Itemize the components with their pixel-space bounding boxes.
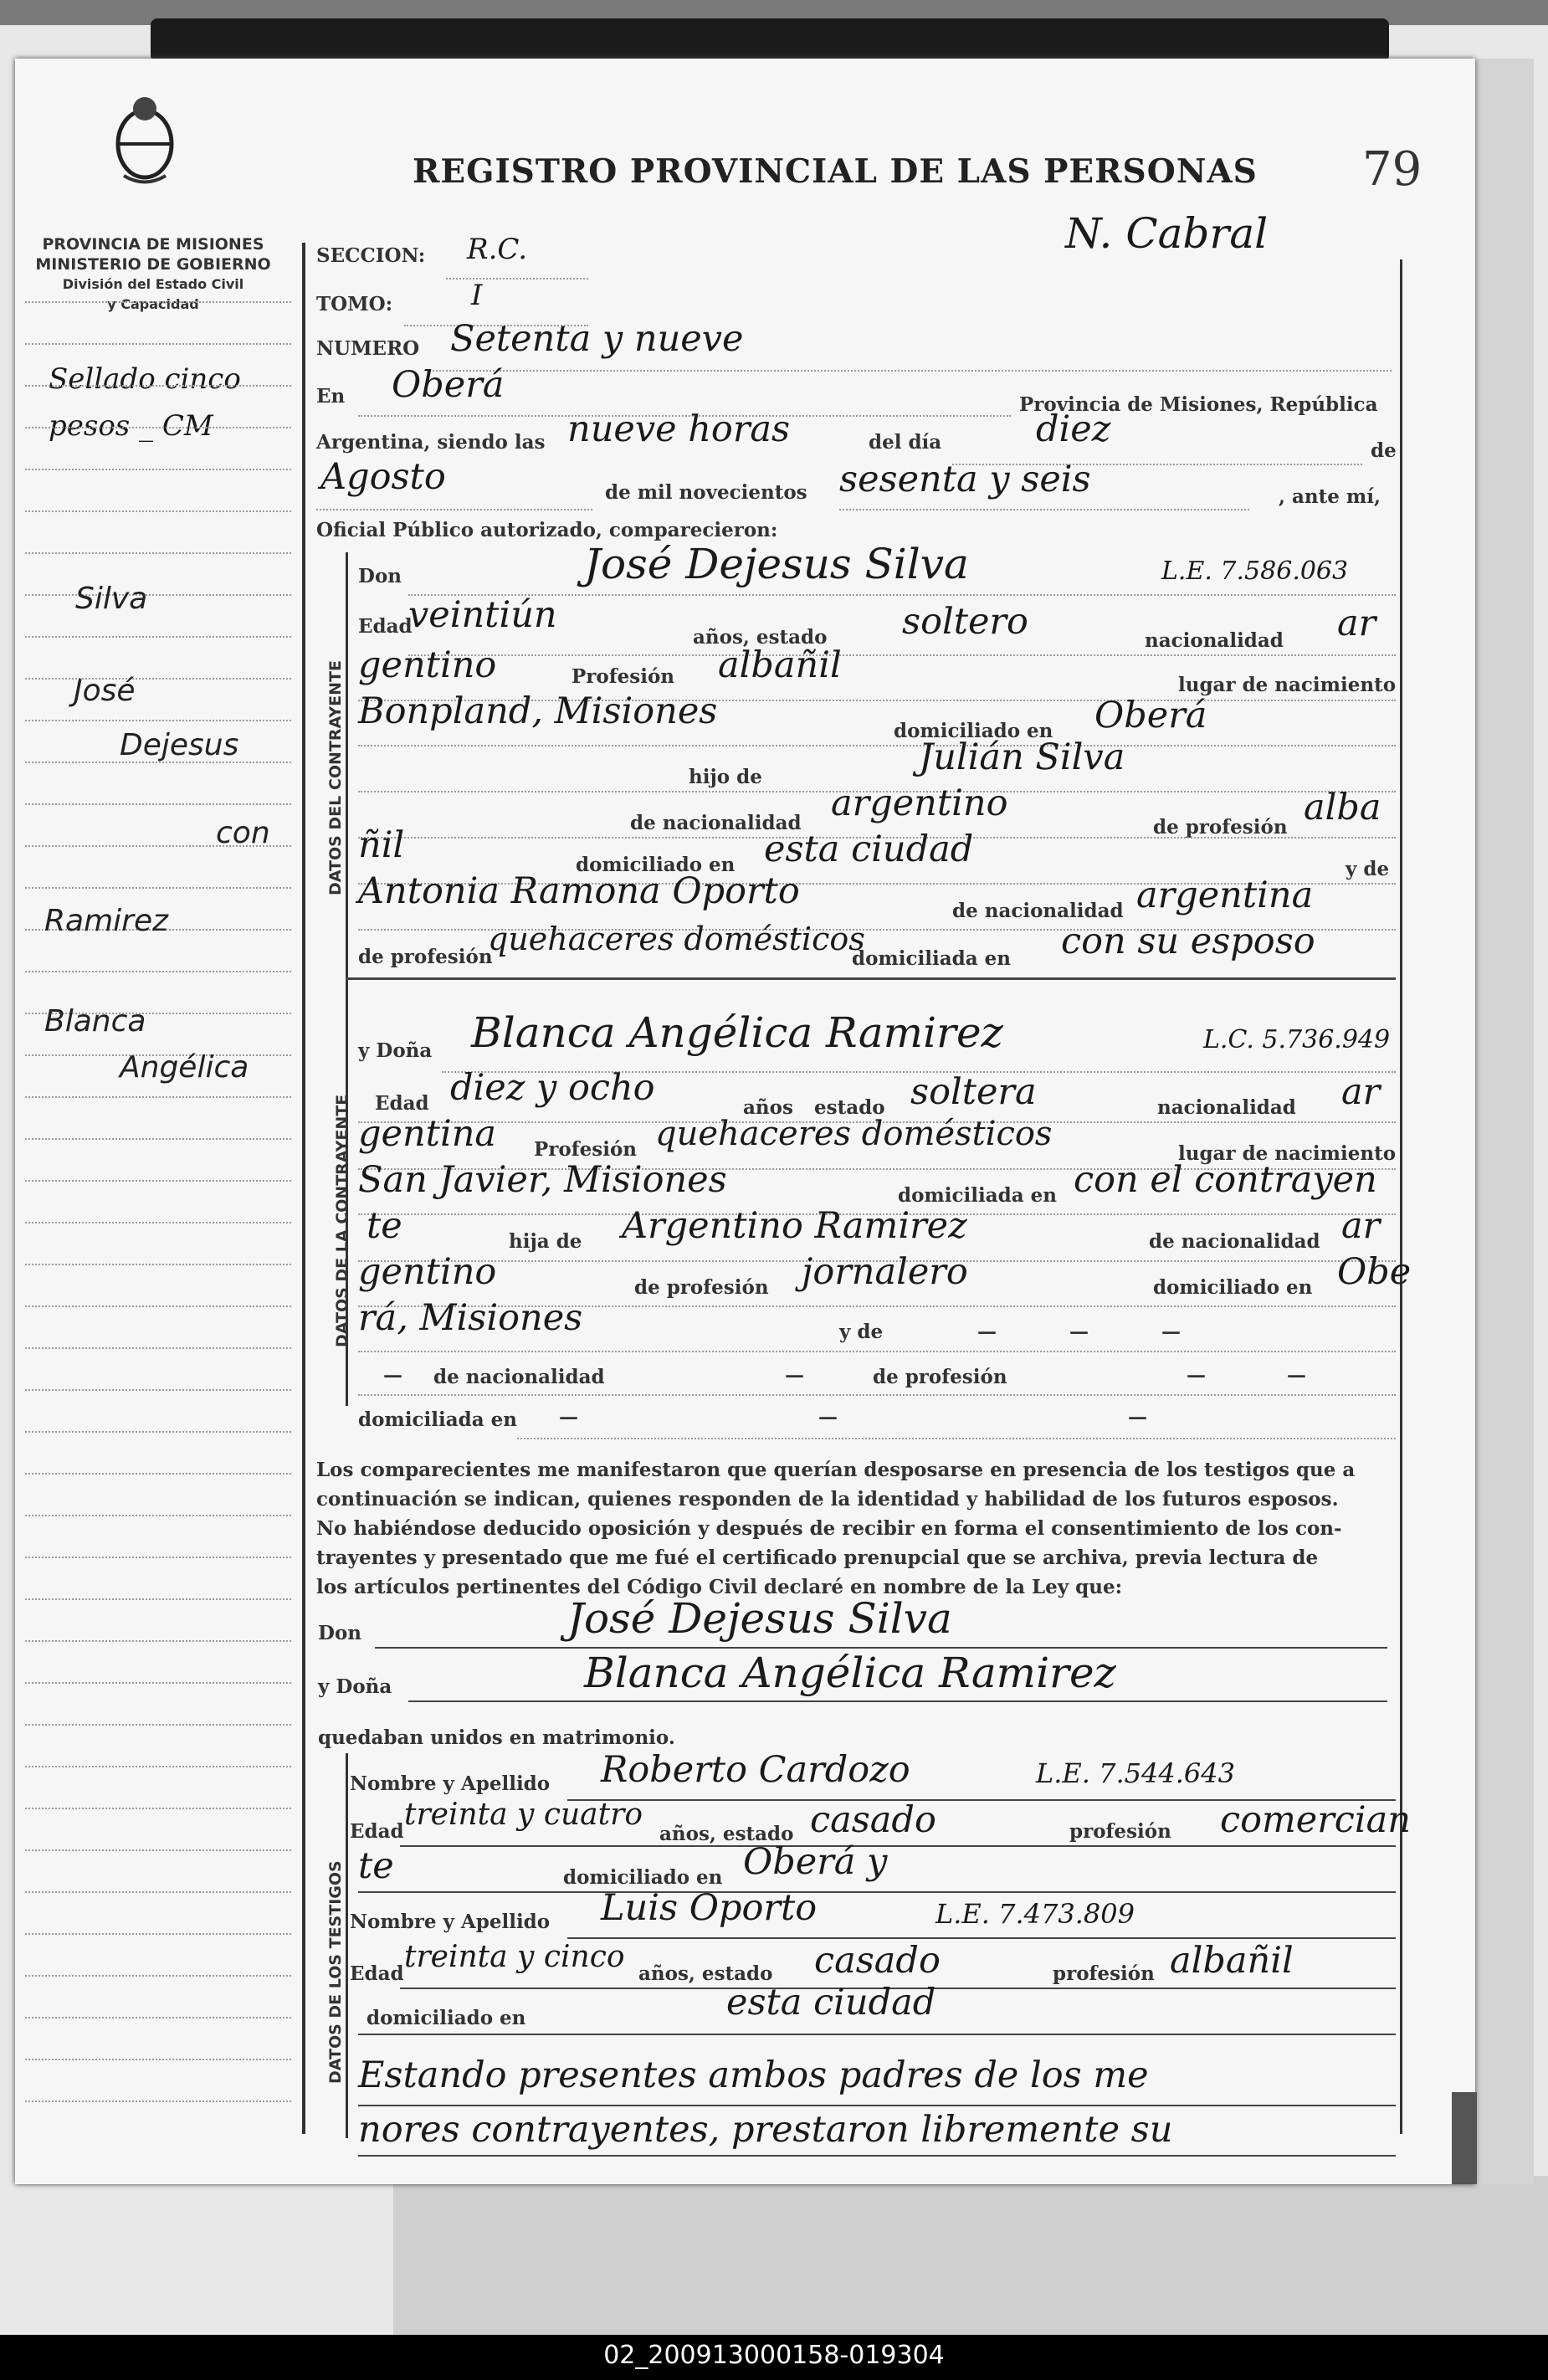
margin-rule: [25, 1515, 291, 1516]
dash-mark: —: [1187, 1364, 1206, 1387]
ministry-line: MINISTERIO DE GOBIERNO: [35, 255, 271, 274]
contrayente-edad: veintiún: [408, 594, 557, 636]
page-number: 79: [1362, 142, 1422, 197]
t1-domicilio: Oberá y: [743, 1841, 888, 1883]
profesion-label: Profesión: [534, 1138, 638, 1161]
underline: [446, 278, 588, 280]
margin-rule: [25, 636, 291, 638]
contrayenta-edad: diez y ocho: [450, 1067, 655, 1109]
nacionalidad-label: nacionalidad: [1145, 629, 1284, 652]
t1-nombre-label: Nombre y Apellido: [350, 1772, 551, 1795]
underline: [839, 509, 1249, 510]
hija-label: hija de: [509, 1230, 582, 1253]
don-label: Don: [358, 565, 402, 587]
underline: [408, 1700, 1387, 1702]
file-name: 02_200913000158-019304: [603, 2341, 945, 2370]
t1-estado: casado: [810, 1799, 936, 1841]
de-profesion-label: de profesión: [1153, 816, 1288, 839]
contrayente-lugar: Bonpland, Misiones: [358, 690, 718, 732]
underline: [358, 1891, 1396, 1893]
declaration-line: continuación se indican, quienes responden de la identidad y habilidad de los futuros esposos.: [316, 1488, 1339, 1511]
madre-dom-label: domiciliada en: [358, 1408, 517, 1431]
ministry-line: PROVINCIA DE MISIONES: [42, 235, 264, 254]
margin-rule: [25, 594, 291, 596]
padre-profesion: jornalero: [802, 1251, 968, 1293]
t2-anos-estado-label: años, estado: [638, 1962, 773, 1985]
seccion-value: R.C.: [467, 233, 528, 266]
margin-rule: [25, 1808, 291, 1809]
t2-nombre-label: Nombre y Apellido: [350, 1911, 551, 1933]
ante-label: , ante mí,: [1279, 485, 1381, 508]
madre-profesion: quehaceres domésticos: [488, 921, 865, 957]
underline: [358, 1351, 1396, 1352]
unidos-text: quedaban unidos en matrimonio.: [318, 1726, 675, 1749]
padre-domicilio: esta ciudad: [764, 828, 974, 870]
madre-nac-label: de nacionalidad: [952, 900, 1124, 922]
margin-rule: [25, 1598, 291, 1600]
padre-profesion: alba: [1304, 787, 1381, 828]
margin-rule: [25, 1096, 291, 1098]
t1-anos-estado-label: años, estado: [659, 1823, 794, 1845]
contrayente-estado: soltero: [902, 601, 1028, 643]
de-label: de: [1371, 439, 1397, 462]
binder-edge: [151, 18, 1389, 62]
margin-rule: [25, 1891, 291, 1893]
margin-rule: [25, 510, 291, 512]
nacionalidad-label: nacionalidad: [1157, 1096, 1296, 1119]
anos-estado-label: años, estado: [693, 626, 828, 649]
decl-don: José Dejesus Silva: [567, 1594, 952, 1643]
madre-domicilio: con su esposo: [1061, 921, 1315, 962]
margin-rule: [25, 1389, 291, 1391]
contrayenta-lugar: San Javier, Misiones: [358, 1159, 727, 1201]
declaration-line: No habiéndose deducido oposición y después de recibir en forma el consentimiento de los con-: [316, 1517, 1342, 1540]
margin-rule: [25, 971, 291, 972]
document-page: [15, 59, 1475, 2184]
margin-rule: [25, 1180, 291, 1182]
testigos-section-label: DATOS DE LOS TESTIGOS: [326, 1860, 345, 2084]
padre-domicilio: Obe: [1337, 1251, 1412, 1293]
section-divider: [346, 977, 1396, 980]
t2-edad-label: Edad: [350, 1962, 404, 1985]
edad-label: Edad: [358, 615, 413, 638]
t1-dom-label: domiciliado en: [563, 1866, 723, 1889]
contrayenta-name: Blanca Angélica Ramirez: [471, 1008, 1003, 1057]
underline: [567, 1937, 1396, 1939]
section-border: [346, 1753, 348, 2138]
t1-edad-label: Edad: [350, 1820, 404, 1843]
margin-rule: [25, 301, 291, 303]
contrayente-le: L.E. 7.586.063: [1161, 557, 1349, 586]
oficial-label: Oficial Público autorizado, comparecieron:: [316, 519, 778, 541]
margin-rule: [25, 1682, 291, 1684]
dash-mark: —: [1128, 1406, 1147, 1429]
t2-profesion: albañil: [1170, 1940, 1294, 1982]
margin-rule: [25, 427, 291, 428]
t1-profesion: comercian: [1220, 1799, 1411, 1841]
margin-rule: [25, 469, 291, 470]
dash-mark: —: [785, 1364, 804, 1387]
note-line: nores contrayentes, prestaron libremente su: [358, 2109, 1173, 2151]
hijo-label: hijo de: [689, 766, 762, 788]
declaration-line: Los comparecientes me manifestaron que querían desposarse en presencia de los testigos que a: [316, 1459, 1356, 1481]
contrayente-name: José Dejesus Silva: [584, 540, 969, 588]
stamp-note-line: pesos _ CM: [49, 409, 213, 443]
tomo-label: TOMO:: [316, 293, 393, 315]
margin-rule: [25, 1766, 291, 1767]
margin-rule: [25, 1975, 291, 1977]
underline: [429, 370, 1392, 372]
padre-profesion-cont: ñil: [358, 824, 405, 866]
anio-value: sesenta y seis: [839, 459, 1091, 500]
t1-le: L.E. 7.544.643: [1036, 1757, 1235, 1789]
margin-rule: [25, 1347, 291, 1349]
binder-side: [1473, 59, 1534, 2184]
contrayente-section-label: DATOS DEL CONTRAYENTE: [326, 660, 345, 895]
padre-nacionalidad: ar: [1341, 1205, 1381, 1247]
contrayenta-nacionalidad-cont: gentina: [358, 1113, 497, 1155]
margin-stamp-note: [49, 356, 241, 449]
padre-domicilio-label: domiciliado en: [576, 854, 736, 876]
margin-rule: [25, 678, 291, 680]
contrayenta-profesion: quehaceres domésticos: [655, 1115, 1053, 1153]
edad-label: Edad: [375, 1092, 429, 1115]
y-de-label: y de: [839, 1321, 884, 1343]
del-dia-label: del día: [869, 431, 942, 454]
margin-rule: [25, 1933, 291, 1935]
margin-name: con: [216, 816, 270, 850]
madre-dom-label: domiciliada en: [852, 947, 1011, 970]
dash-mark: —: [818, 1406, 838, 1429]
margin-rule: [25, 1640, 291, 1642]
t2-nombre: Luis Oporto: [601, 1887, 818, 1929]
contrayenta-nacionalidad: ar: [1341, 1071, 1381, 1113]
margin-rule: [25, 1138, 291, 1140]
de-nac-label: de nacionalidad: [1149, 1230, 1320, 1253]
t1-nombre: Roberto Cardozo: [601, 1749, 910, 1791]
dash-mark: —: [1287, 1364, 1306, 1387]
domiciliado-label: domiciliado en: [894, 720, 1053, 742]
contrayenta-domicilio: con el contrayen: [1074, 1159, 1377, 1201]
padre-nacionalidad-cont: gentino: [358, 1251, 497, 1293]
underline: [358, 1394, 1396, 1396]
margin-name: Ramirez: [44, 904, 168, 938]
dash-mark: —: [559, 1406, 578, 1429]
argentina-label: Argentina, siendo las: [316, 431, 546, 454]
margin-rule: [25, 2017, 291, 2018]
profesion-label: Profesión: [572, 665, 675, 688]
t2-edad: treinta y cinco: [404, 1940, 625, 1974]
contrayenta-domicilio-cont: te: [366, 1205, 402, 1247]
margin-name: Silva: [75, 582, 148, 616]
dia-value: diez: [1036, 408, 1111, 450]
margin-rule: [25, 385, 291, 387]
t2-dom-label: domiciliado en: [366, 2007, 526, 2029]
margin-rule: [25, 720, 291, 721]
margin-rule: [25, 2100, 291, 2102]
dash-mark: —: [383, 1364, 402, 1387]
lugar-label: lugar de nacimiento: [1178, 1142, 1397, 1165]
margin-name: Angélica: [120, 1050, 249, 1085]
lugar-label: lugar de nacimiento: [1178, 674, 1397, 696]
margin-rule: [25, 1473, 291, 1475]
underline: [517, 1438, 1396, 1439]
t1-edad: treinta y cuatro: [404, 1798, 643, 1832]
margin-rule: [25, 343, 291, 345]
margin-rule: [25, 1264, 291, 1265]
madre-nac-label: de nacionalidad: [433, 1366, 605, 1388]
contrayente-domicilio: Oberá: [1094, 695, 1207, 736]
dash-mark: —: [977, 1321, 997, 1343]
hora-value: nueve horas: [567, 408, 791, 450]
page-corner-shadow: [1452, 2092, 1477, 2184]
madre-prof-label: de profesión: [358, 946, 493, 968]
dona-label: y Doña: [358, 1039, 433, 1062]
dash-mark: —: [1161, 1321, 1181, 1343]
note-line: Estando presentes ambos padres de los me: [358, 2054, 1149, 2096]
margin-rule: [25, 1222, 291, 1223]
left-column-border: [302, 243, 305, 2134]
t2-le: L.E. 7.473.809: [935, 1898, 1135, 1930]
dash-mark: —: [1069, 1321, 1089, 1343]
madre-prof-label: de profesión: [873, 1366, 1007, 1388]
margin-rule: [25, 1557, 291, 1558]
margin-rule: [25, 1431, 291, 1433]
en-label: En: [316, 385, 346, 408]
t2-estado: casado: [814, 1940, 941, 1982]
underline: [358, 2034, 1396, 2035]
underline: [358, 745, 1396, 746]
padre-nacionalidad: argentino: [831, 782, 1008, 824]
tomo-value: I: [471, 279, 483, 312]
mes-value: Agosto: [320, 456, 446, 498]
decl-don-label: Don: [318, 1622, 362, 1644]
t1-profesion-cont: te: [358, 1845, 394, 1887]
decl-dona: Blanca Angélica Ramirez: [584, 1649, 1116, 1697]
coat-of-arms-icon: [107, 92, 182, 184]
underline: [358, 2105, 1396, 2106]
domiciliada-label: domiciliada en: [898, 1184, 1057, 1207]
margin-name: Blanca: [44, 1004, 146, 1039]
margin-rule: [25, 803, 291, 805]
official-signature: N. Cabral: [1065, 209, 1269, 258]
margin-rule: [25, 2059, 291, 2060]
margin-name: José: [74, 674, 136, 708]
de-prof-label: de profesión: [634, 1276, 769, 1299]
contrayenta-estado: soltera: [910, 1071, 1037, 1113]
stamp-note-line: Sellado cinco: [49, 362, 241, 396]
margin-rule: [25, 552, 291, 554]
madre-nacionalidad: argentina: [1136, 875, 1314, 916]
contrayenta-lc: L.C. 5.736.949: [1203, 1025, 1391, 1054]
contrayenta-padre: Argentino Ramirez: [622, 1205, 967, 1247]
numero-label: NUMERO: [316, 337, 420, 360]
ministry-line: División del Estado Civil: [62, 276, 244, 292]
margin-name: Dejesus: [120, 728, 239, 762]
page-underlay: [393, 2176, 1548, 2335]
anos-label: años: [743, 1096, 793, 1119]
margin-rule: [25, 1724, 291, 1726]
ministry-line: y Capacidad: [107, 296, 199, 312]
underline: [408, 654, 1396, 656]
margin-rule: [25, 887, 291, 889]
right-border: [1400, 259, 1402, 2134]
margin-rule: [25, 1305, 291, 1307]
contrayente-profesion: albañil: [718, 644, 842, 686]
padre-dom-label: domiciliado en: [1153, 1276, 1313, 1299]
y-de-label: y de: [1346, 858, 1390, 880]
underline: [358, 2155, 1396, 2157]
declaration-line: trayentes y presentado que me fué el certificado prenupcial que se archiva, previa lectura de: [316, 1546, 1319, 1569]
page-title: REGISTRO PROVINCIAL DE LAS PERSONAS: [413, 152, 1258, 191]
t1-profesion-label: profesión: [1069, 1820, 1171, 1843]
padre-domicilio-cont: rá, Misiones: [358, 1297, 583, 1339]
contrayente-madre: Antonia Ramona Oporto: [358, 870, 800, 912]
underline: [400, 1845, 1396, 1847]
contrayente-nacionalidad-cont: gentino: [358, 644, 497, 686]
estado-label: estado: [814, 1096, 885, 1119]
contrayente-nacionalidad: ar: [1337, 603, 1376, 644]
t2-domicilio: esta ciudad: [726, 1982, 936, 2024]
underline: [316, 509, 592, 510]
novecientos-label: de mil novecientos: [605, 481, 807, 504]
declaration-line: los artículos pertinentes del Código Civil declaré en nombre de la Ley que:: [316, 1576, 1123, 1598]
decl-dona-label: y Doña: [318, 1675, 392, 1698]
provincia-text: Provincia de Misiones, República: [1019, 393, 1378, 416]
contrayente-padre: Julián Silva: [919, 736, 1125, 778]
numero-value: Setenta y nueve: [450, 318, 744, 360]
de-nacionalidad-label: de nacionalidad: [630, 812, 802, 834]
en-value: Oberá: [392, 364, 505, 406]
contrayente-female-section-label: DATOS DE LA CONTRAYENTE: [333, 1094, 351, 1347]
seccion-label: SECCION:: [316, 244, 426, 267]
t2-profesion-label: profesión: [1053, 1962, 1155, 1985]
margin-rule: [25, 1849, 291, 1851]
